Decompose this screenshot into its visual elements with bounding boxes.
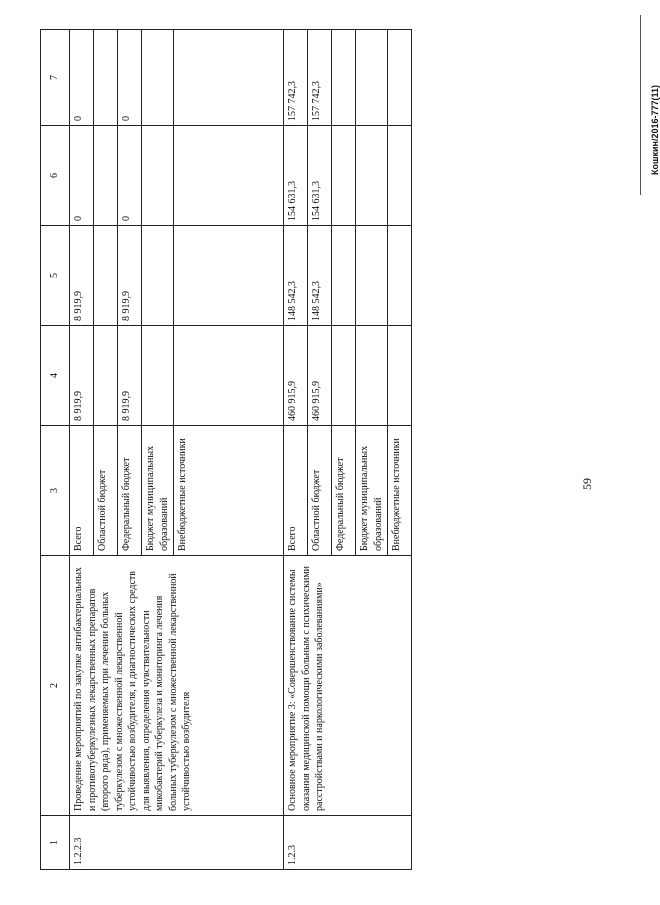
margin-line [640,15,641,195]
value-cell [332,30,356,126]
value-cell [356,126,388,226]
value-cell [388,30,412,126]
budget-table [40,29,412,870]
page-number: 59 [580,478,594,490]
funding-source: Всего [284,426,308,556]
value-cell: 154 631,3 [284,126,308,226]
header-cell: 1 [41,816,70,870]
value-cell [94,226,118,326]
value-cell [388,126,412,226]
value-cell: 8 919,9 [70,326,94,426]
value-cell: 157 742,3 [284,30,308,126]
value-cell: 148 542,3 [308,226,332,326]
value-cell [356,30,388,126]
value-cell [388,226,412,326]
funding-source: Бюджет муниципальных образований [356,426,388,556]
funding-source: Федеральный бюджет [118,426,142,556]
value-cell: 0 [118,126,142,226]
value-cell: 0 [118,30,142,126]
funding-source: Всего [70,426,94,556]
funding-source: Внебюджетные источники [388,426,412,556]
item-code: 1.2.3 [284,816,412,870]
header-cell: 7 [41,30,70,126]
funding-source: Областной бюджет [94,426,118,556]
value-cell: 8 919,9 [118,326,142,426]
header-cell: 4 [41,326,70,426]
header-cell: 5 [41,226,70,326]
value-cell [174,326,284,426]
table-row [70,30,94,870]
value-cell [174,226,284,326]
header-cell: 6 [41,126,70,226]
value-cell: 8 919,9 [118,226,142,326]
value-cell [388,326,412,426]
value-cell [332,326,356,426]
value-cell [356,326,388,426]
value-cell: 157 742,3 [308,30,332,126]
value-cell [94,326,118,426]
value-cell: 460 915,9 [284,326,308,426]
rotated-content [20,10,660,890]
value-cell: 0 [70,30,94,126]
item-description: Проведение мероприятий по закупке антибактериальных и противотуберкулезных лекарственных препаратов (второго ряда), применяемых при лечении больных туберкулезом с множественной лекарственной устойчивостью возбудителя, и диагностических средств для выявления, определения чувствительности микобактерий туберкулеза и мониторинга лечения больных туберкулезом с множественной лекарственной устойчивостью возбудителя [70,556,284,816]
value-cell: 0 [70,126,94,226]
value-cell [174,30,284,126]
value-cell [142,226,174,326]
header-row [41,30,70,870]
value-cell [332,126,356,226]
value-cell [94,126,118,226]
value-cell [332,226,356,326]
value-cell [356,226,388,326]
value-cell [142,326,174,426]
value-cell [174,126,284,226]
value-cell: 460 915,9 [308,326,332,426]
value-cell [142,126,174,226]
funding-source: Внебюджетные источники [174,426,284,556]
header-cell: 2 [41,556,70,816]
item-code: 1.2.2.3 [70,816,284,870]
table-row [284,30,308,870]
document-code: Кошкин/2016-777(11) [650,84,660,175]
funding-source: Бюджет муниципальных образований [142,426,174,556]
funding-source: Федеральный бюджет [332,426,356,556]
value-cell [142,30,174,126]
value-cell: 154 631,3 [308,126,332,226]
value-cell [94,30,118,126]
item-description: Основное мероприятие 3: «Совершенствование системы оказания медицинской помощи больным с психическими расстройствами и наркологическими заболеваниями» [284,556,412,816]
funding-source: Областной бюджет [308,426,332,556]
value-cell: 148 542,3 [284,226,308,326]
value-cell: 8 919,9 [70,226,94,326]
header-cell: 3 [41,426,70,556]
